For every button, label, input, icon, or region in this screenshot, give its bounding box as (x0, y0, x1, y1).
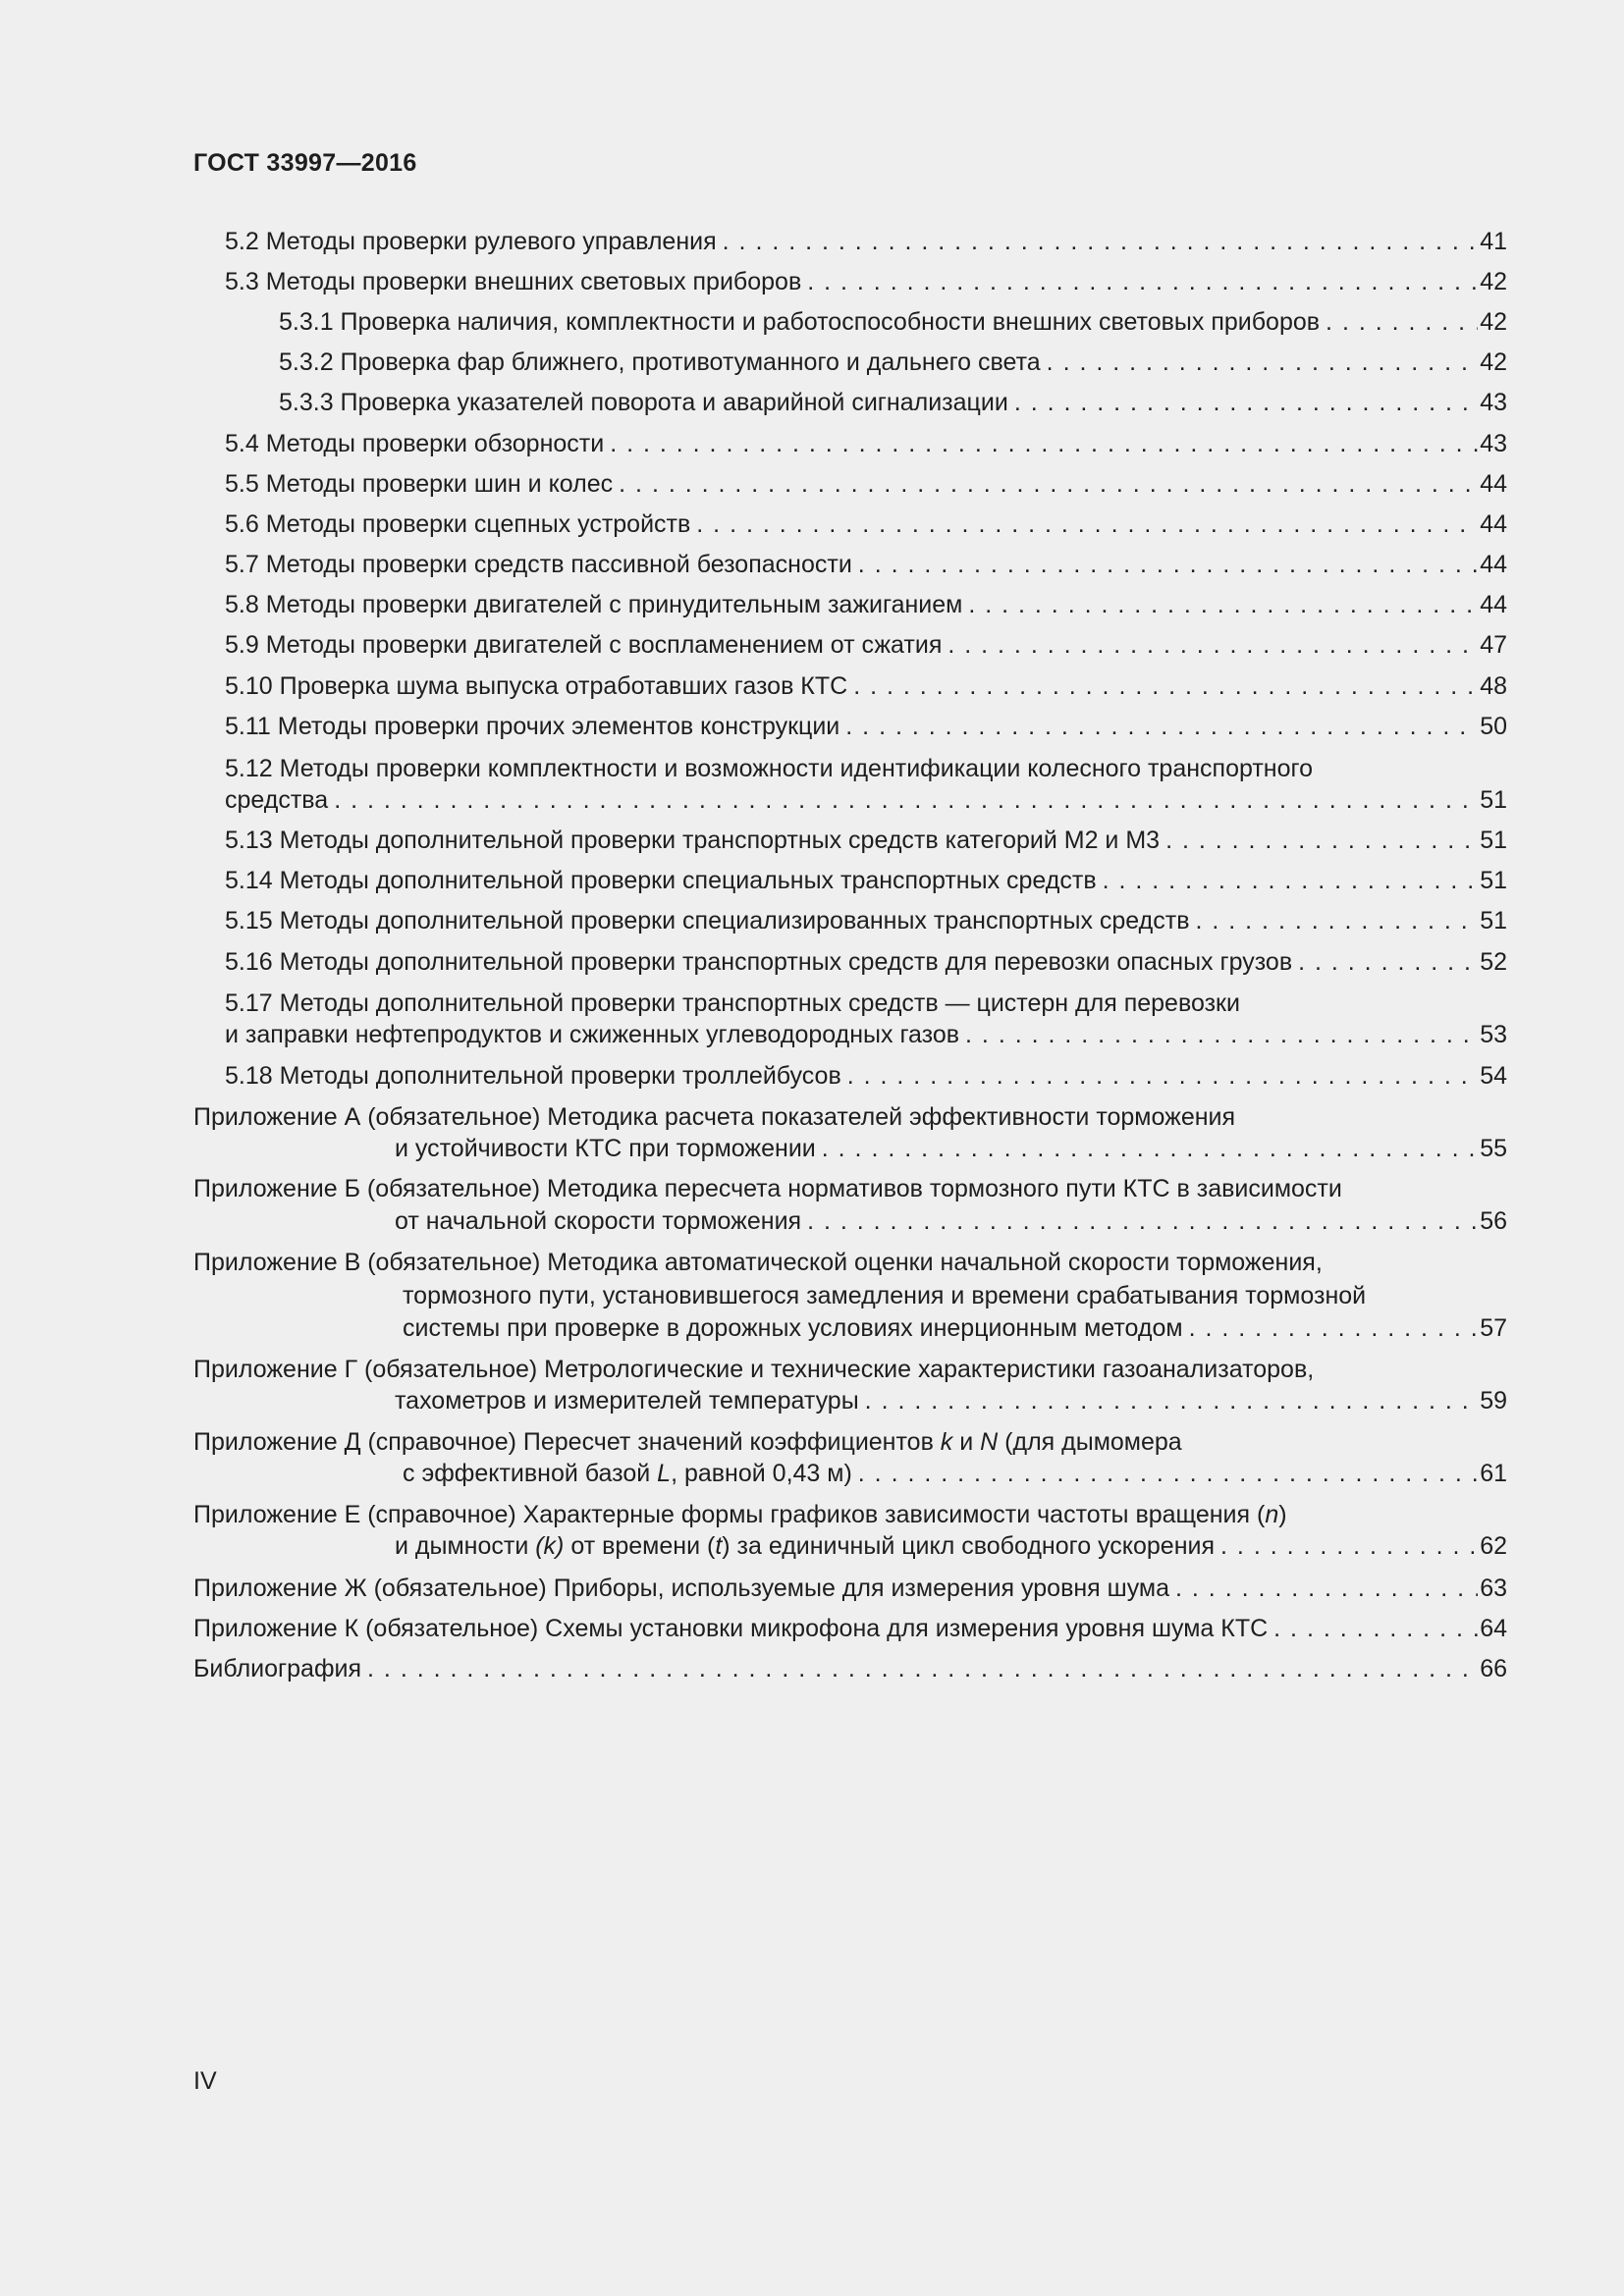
dot-leader (853, 671, 1478, 701)
toc-entry[interactable] (225, 429, 1507, 458)
dot-leader (1047, 347, 1479, 377)
dot-leader (858, 550, 1478, 579)
toc-entry-page: 51 (1480, 907, 1507, 934)
toc-entry-page: 48 (1480, 672, 1507, 700)
symbol-n-lower: n (1265, 1501, 1279, 1528)
symbol-l: L (657, 1460, 672, 1487)
toc-entry-page: 47 (1480, 631, 1507, 659)
toc-entry[interactable] (225, 630, 1507, 660)
toc-entry[interactable] (225, 906, 1507, 935)
toc-entry[interactable] (225, 866, 1507, 895)
appendix-title-text: , равной 0,43 м) (671, 1460, 852, 1487)
appendix-title-line[interactable]: Приложение А (обязательное) Методика расчета показателей эффективности торможения (193, 1103, 1236, 1131)
appendix-entry[interactable] (193, 1614, 1507, 1643)
toc-entry-page: 51 (1480, 867, 1507, 894)
toc-entry[interactable] (225, 509, 1507, 539)
toc-entry-page: 44 (1480, 551, 1507, 578)
toc-entry-page: 44 (1480, 470, 1507, 498)
appendix-entry[interactable] (193, 1574, 1507, 1603)
symbol-n: N (980, 1428, 999, 1456)
appendix-entry-title: Приложение Ж (обязательное) Приборы, используемые для измерения уровня шума (193, 1575, 1170, 1602)
appendix-entry[interactable] (395, 1386, 1507, 1415)
appendix-title-line[interactable]: Приложение В (обязательное) Методика автоматической оценки начальной скорости торможения, (193, 1249, 1323, 1276)
symbol-k: (k) (535, 1532, 565, 1560)
dot-leader (865, 1386, 1479, 1415)
toc-entry-title: 5.3.1 Проверка наличия, комплектности и работоспособности внешних световых приборов (279, 308, 1321, 336)
bibliography-title: Библиография (193, 1655, 362, 1682)
toc-entry-title: 5.3.3 Проверка указателей поворота и аварийной сигнализации (279, 389, 1008, 416)
toc-entry-title: 5.3 Методы проверки внешних световых приборов (225, 268, 802, 295)
dot-leader (965, 1020, 1478, 1049)
appendix-entry-page: 61 (1480, 1460, 1507, 1487)
toc-entry[interactable] (225, 227, 1507, 256)
toc-entry-title: 5.10 Проверка шума выпуска отработавших газов КТС (225, 672, 848, 700)
appendix-entry-page: 59 (1480, 1387, 1507, 1415)
dot-leader (1014, 388, 1478, 417)
dot-leader (610, 429, 1478, 458)
toc-entry[interactable] (225, 712, 1507, 741)
dot-leader (845, 712, 1478, 741)
appendix-entry[interactable] (395, 1134, 1507, 1163)
toc-entry-title: и заправки нефтепродуктов и сжиженных углеводородных газов (225, 1021, 960, 1048)
appendix-entry-title: от начальной скорости торможения (395, 1207, 802, 1235)
dot-leader (367, 1654, 1478, 1683)
toc-entry[interactable] (225, 826, 1507, 855)
dot-leader (822, 1134, 1478, 1163)
toc-entry[interactable] (225, 550, 1507, 579)
toc-entry-page: 42 (1480, 268, 1507, 295)
appendix-entry-title (403, 1459, 852, 1488)
toc-entry[interactable] (279, 388, 1507, 417)
toc-entry[interactable] (225, 590, 1507, 619)
bibliography-page: 66 (1480, 1655, 1507, 1682)
toc-entry[interactable] (225, 785, 1507, 815)
toc-entry-title: 5.11 Методы проверки прочих элементов конструкции (225, 713, 840, 740)
conjunction: и (952, 1428, 981, 1456)
dot-leader (1220, 1531, 1478, 1561)
dot-leader (1326, 307, 1478, 337)
toc-entry-title: 5.13 Методы дополнительной проверки транспортных средств категорий М2 и М3 (225, 827, 1161, 854)
appendix-entry-title (395, 1531, 1215, 1561)
appendix-title-text: и дымности (395, 1532, 536, 1560)
toc-entry-page: 42 (1480, 308, 1507, 336)
appendix-entry-page: 63 (1480, 1575, 1507, 1602)
appendix-entry-title: и устойчивости КТС при торможении (395, 1135, 816, 1162)
appendix-title-line[interactable] (193, 1427, 1182, 1457)
toc-entry-title: 5.18 Методы дополнительной проверки троллейбусов (225, 1062, 841, 1090)
dot-leader (696, 509, 1478, 539)
toc-entry-page: 43 (1480, 430, 1507, 457)
dot-leader (1175, 1574, 1478, 1603)
appendix-entry-page: 64 (1480, 1615, 1507, 1642)
appendix-entry[interactable] (395, 1206, 1507, 1236)
appendix-entry-page: 57 (1480, 1314, 1507, 1342)
appendix-entry-title: тахометров и измерителей температуры (395, 1387, 859, 1415)
toc-entry-page: 51 (1480, 827, 1507, 854)
appendix-title-line[interactable]: Приложение Б (обязательное) Методика пересчета нормативов тормозного пути КТС в зависимости (193, 1175, 1342, 1202)
toc-entry-title: 5.16 Методы дополнительной проверки транспортных средств для перевозки опасных грузов (225, 948, 1293, 976)
toc-entry[interactable] (225, 671, 1507, 701)
appendix-entry[interactable] (403, 1313, 1507, 1343)
appendix-entry-page: 56 (1480, 1207, 1507, 1235)
appendix-entry[interactable] (395, 1531, 1507, 1561)
appendix-title-text: с эффективной базой (403, 1460, 658, 1487)
bibliography-entry[interactable] (193, 1654, 1507, 1683)
toc-entry-title: 5.7 Методы проверки средств пассивной безопасности (225, 551, 852, 578)
dot-leader (858, 1459, 1478, 1488)
dot-leader (1103, 866, 1479, 895)
toc-entry-title: 5.9 Методы проверки двигателей с воспламенением от сжатия (225, 631, 943, 659)
toc-entry[interactable] (225, 267, 1507, 296)
toc-entry-page: 43 (1480, 389, 1507, 416)
appendix-entry-page: 62 (1480, 1532, 1507, 1560)
dot-leader (1189, 1313, 1479, 1343)
toc-entry-page: 44 (1480, 510, 1507, 538)
toc-entry-title: средства (225, 786, 329, 814)
dot-leader (334, 785, 1478, 815)
toc-entry-title-line[interactable]: 5.12 Методы проверки комплектности и возможности идентификации колесного транспортного (225, 755, 1313, 782)
toc-entry-page: 54 (1480, 1062, 1507, 1090)
appendix-entry[interactable] (403, 1459, 1507, 1488)
appendix-entry-page: 55 (1480, 1135, 1507, 1162)
appendix-title-text: Приложение Е (справочное) Характерные формы графиков зависимости частоты вращения ( (193, 1501, 1266, 1528)
toc-entry-page: 52 (1480, 948, 1507, 976)
appendix-title-text: (для дымомера (998, 1428, 1182, 1456)
appendix-title-text: от времени ( (564, 1532, 716, 1560)
toc-entry-title: 5.3.2 Проверка фар ближнего, противотуманного и дальнего света (279, 348, 1041, 376)
toc-entry-title: 5.6 Методы проверки сцепных устройств (225, 510, 691, 538)
toc-entry[interactable] (225, 1020, 1507, 1049)
toc-entry-title: 5.4 Методы проверки обзорности (225, 430, 605, 457)
appendix-title-text: Приложение Д (справочное) Пересчет значений коэффициентов (193, 1428, 941, 1456)
symbol-t: t (715, 1532, 723, 1560)
dot-leader (1273, 1614, 1478, 1643)
appendix-entry-title: Приложение К (обязательное) Схемы установки микрофона для измерения уровня шума КТС (193, 1615, 1269, 1642)
toc-entry[interactable] (279, 307, 1507, 337)
appendix-title-text: ) (1278, 1501, 1287, 1528)
appendix-title-line[interactable]: тормозного пути, установившегося замедления и времени срабатывания тормозной (403, 1282, 1367, 1309)
toc-entry-page: 53 (1480, 1021, 1507, 1048)
toc-entry-title: 5.5 Методы проверки шин и колес (225, 470, 614, 498)
dot-leader (619, 469, 1478, 499)
toc-entry-page: 51 (1480, 786, 1507, 814)
page-number: IV (193, 2067, 217, 2095)
toc-entry-page: 50 (1480, 713, 1507, 740)
toc-entry[interactable] (279, 347, 1507, 377)
symbol-k: k (940, 1428, 953, 1456)
toc-entry-title: 5.14 Методы дополнительной проверки специальных транспортных средств (225, 867, 1097, 894)
appendix-title-line[interactable]: Приложение Г (обязательное) Метрологические и технические характеристики газоанализаторов, (193, 1356, 1315, 1383)
appendix-entry-title: системы при проверке в дорожных условиях инерционным методом (403, 1314, 1183, 1342)
dot-leader (1298, 947, 1478, 977)
dot-leader (807, 1206, 1478, 1236)
toc-entry-page: 44 (1480, 591, 1507, 618)
toc-entry[interactable] (225, 1061, 1507, 1091)
toc-entry-title-line[interactable]: 5.17 Методы дополнительной проверки транспортных средств — цистерн для перевозки (225, 989, 1240, 1017)
dot-leader (947, 630, 1478, 660)
toc-entry-title: 5.2 Методы проверки рулевого управления (225, 228, 717, 255)
dot-leader (847, 1061, 1478, 1091)
toc-entry[interactable] (225, 947, 1507, 977)
dot-leader (1195, 906, 1478, 935)
toc-entry-title: 5.15 Методы дополнительной проверки специализированных транспортных средств (225, 907, 1190, 934)
appendix-title-line[interactable] (193, 1500, 1287, 1529)
dot-leader (723, 227, 1479, 256)
dot-leader (1165, 826, 1478, 855)
dot-leader (968, 590, 1478, 619)
toc-entry-page: 41 (1480, 228, 1507, 255)
appendix-title-text: ) за единичный цикл свободного ускорения (722, 1532, 1216, 1560)
dot-leader (807, 267, 1478, 296)
toc-entry-title: 5.8 Методы проверки двигателей с принудительным зажиганием (225, 591, 963, 618)
toc-entry[interactable] (225, 469, 1507, 499)
toc-entry-page: 42 (1480, 348, 1507, 376)
document-header: ГОСТ 33997—2016 (193, 149, 417, 177)
